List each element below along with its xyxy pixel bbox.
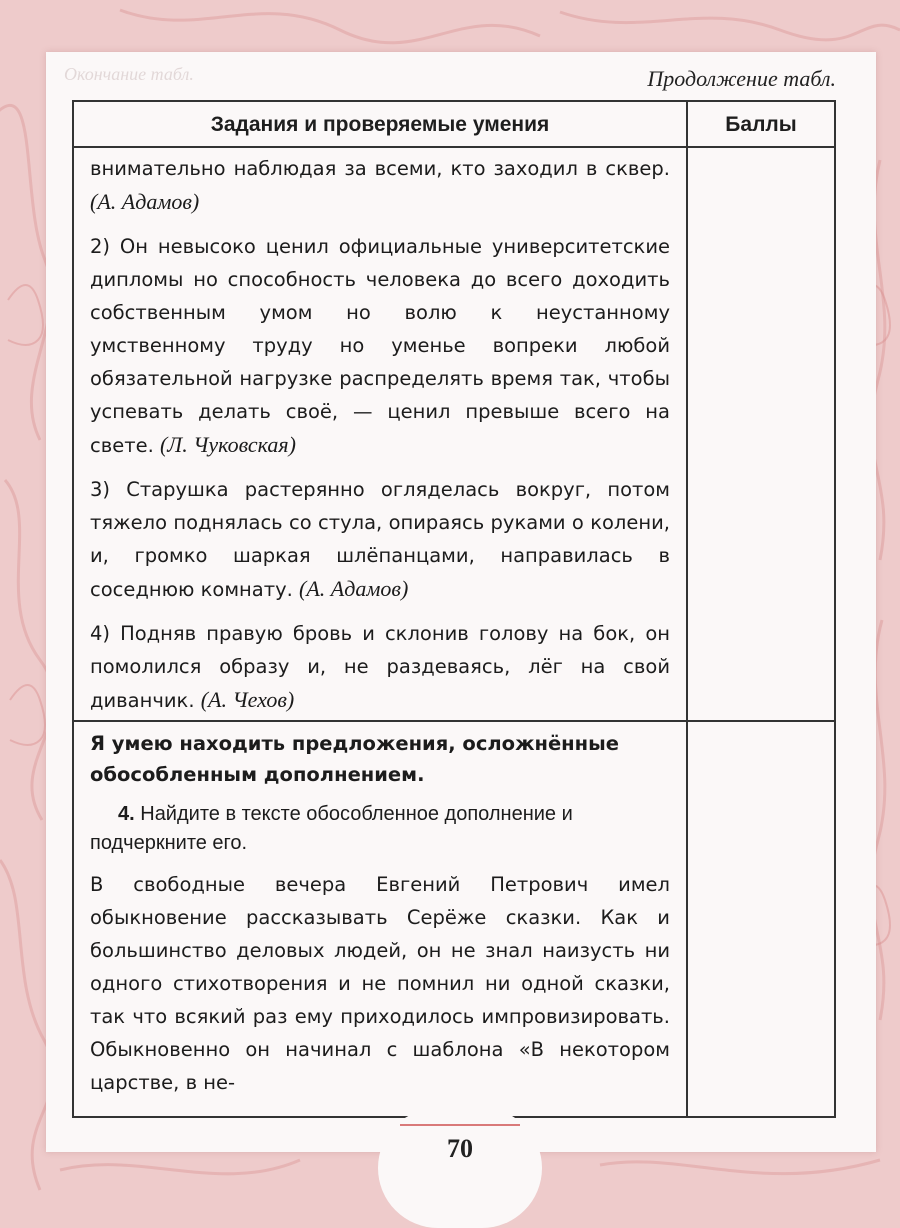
column-header-tasks: Задания и проверяемые умения — [210, 113, 550, 136]
continuation-label: Продолжение табл. — [647, 66, 836, 91]
task-text: Найдите в тексте обособленное дополнение и подчеркните его. — [90, 803, 573, 854]
task-number: 4. — [118, 803, 135, 825]
examples-cell — [90, 152, 670, 728]
assessment-table — [72, 100, 836, 1118]
example-1: внимательно наблюдая за всеми, кто заходил в сквер. (А. Адамов) — [90, 157, 670, 214]
example-3-author: (А. Адамов) — [299, 576, 409, 601]
reading-passage: В свободные вечера Евгений Петрович имел обыкновение рассказывать Серёже сказки. Как и большинство деловых людей, он не знал наизусть ни одного стихотворения и не помнил ни одной сказки, так что всякий раз ему приходилось импровизировать. Обыкновенно он начинал с шаблона «В некотором царстве, в не- — [90, 873, 670, 1094]
skill-cell — [90, 728, 670, 1110]
example-2: 2) Он невысоко ценил официальные университетские дипломы но способность человека до всего доходить собственным умом но волю к неустанному умственному труду но уменье вопреки любой обязательной нагрузке распределять время так, чтобы успевать делать своё, — ценил превыше всего на свете. (Л. Чуковская) — [90, 235, 670, 457]
task-4 — [90, 800, 670, 858]
example-2-author: (Л. Чуковская) — [159, 432, 296, 457]
column-header-points: Баллы — [725, 113, 797, 136]
page-number-tab — [378, 1108, 542, 1228]
example-3: 3) Старушка растерянно огляделась вокруг, потом тяжело поднялась со стула, опираясь руками о колени, и, громко шаркая шлёпанцами, направилась в соседнюю комнату. (А. Адамов) — [90, 478, 670, 601]
page — [46, 52, 876, 1152]
skill-statement: Я умею находить предложения, осложнённые обособленным дополнением. — [90, 732, 619, 786]
show-through-text: Окончание табл. — [64, 64, 194, 84]
page-number-rule — [400, 1124, 520, 1126]
example-4-author: (А. Чехов) — [200, 687, 295, 712]
column-divider — [686, 102, 688, 1116]
header-divider — [74, 146, 834, 148]
page-number: 70 — [447, 1134, 473, 1163]
example-1-author: (А. Адамов) — [90, 189, 200, 214]
example-4: 4) Подняв правую бровь и склонив голову на бок, он помолился образу и, не раздеваясь, лёг на свой диванчик. (А. Чехов) — [90, 622, 670, 712]
